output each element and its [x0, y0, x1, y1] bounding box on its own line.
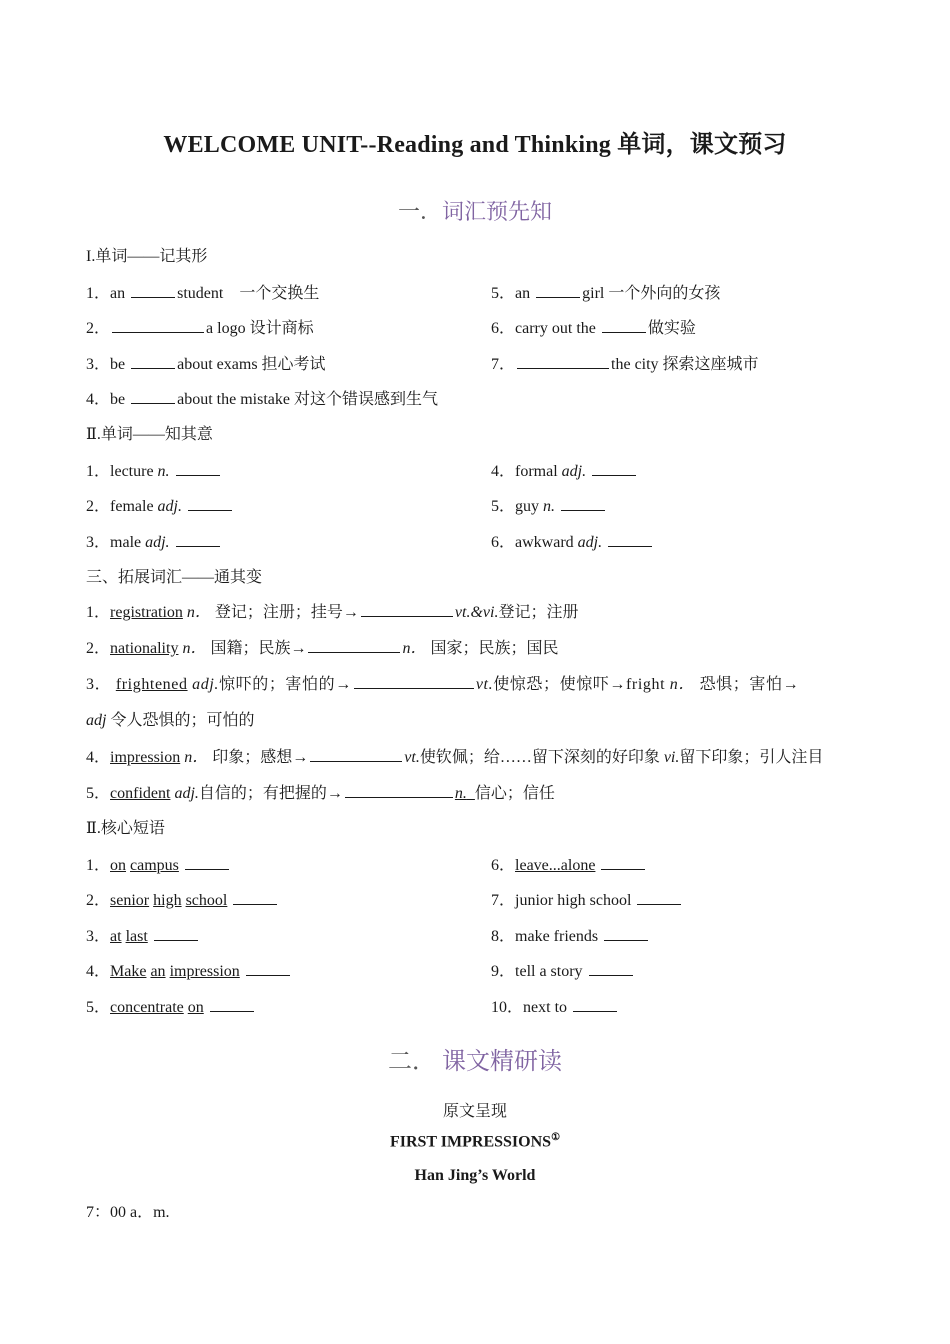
answer-blank [154, 926, 198, 941]
phrase-item [86, 997, 256, 1018]
phrase-word: junior high school [515, 892, 632, 909]
part-heading: Ⅱ.单词——知其意 [86, 426, 213, 443]
phrase-item [86, 926, 200, 947]
answer-blank [345, 783, 453, 798]
part-heading: Ⅱ.核心短语 [86, 820, 165, 837]
answer-blank [517, 354, 609, 369]
text-heading: FIRST IMPRESSIONS① [389, 1132, 561, 1151]
list-item: 2． a logo 设计商标 [86, 320, 314, 337]
list-item: 6．carry out the 做实验 [491, 320, 696, 337]
list-item: 3． frightened adj.惊吓的；害怕的→ vt.使惊恐；使惊吓→fright n． 恐惧；害怕→ [86, 676, 800, 693]
answer-blank [561, 496, 605, 511]
answer-blank [361, 602, 453, 617]
item-number: 8． [491, 928, 516, 945]
answer-blank [176, 532, 220, 547]
answer-blank [131, 354, 175, 369]
section-number: 二． [388, 1049, 436, 1075]
list-item: 5．an girl 一个外向的女孩 [491, 285, 721, 302]
answer-blank [131, 389, 175, 404]
list-item: 2．female adj. [86, 496, 234, 517]
list-item: 4．impression n． 印象；感想→ vt.使钦佩；给……留下深刻的好印象 vi.留下印象；引人注目 [86, 749, 824, 766]
section-label: 词汇预先知 [442, 199, 553, 224]
phrase-item [86, 890, 279, 911]
phrase-word: school [185, 892, 228, 909]
answer-blank [592, 461, 636, 476]
phrase-word: an [150, 963, 166, 980]
answer-blank [131, 283, 175, 298]
answer-blank [602, 318, 646, 333]
item-number: 7． [491, 892, 516, 909]
phrase-word: on [187, 999, 204, 1016]
answer-blank [601, 855, 645, 870]
answer-blank [608, 532, 652, 547]
section-label: 课文精研读 [442, 1049, 562, 1075]
list-item: 5．guy n. [491, 496, 607, 517]
item-number: 5． [86, 999, 111, 1016]
phrase-word: campus [130, 857, 179, 874]
answer-blank [246, 961, 290, 976]
list-item: 6．awkward adj. [491, 532, 654, 553]
item-number: 9． [491, 963, 516, 980]
phrase-item [491, 855, 647, 876]
phrase-item [491, 926, 650, 947]
item-number: 2． [86, 892, 111, 909]
list-item: 1．lecture n. [86, 461, 222, 482]
answer-blank [308, 638, 400, 653]
footnote-marker: ① [551, 1132, 561, 1143]
phrase-item [491, 961, 635, 982]
item-number: 3． [86, 928, 111, 945]
answer-blank [188, 496, 232, 511]
list-item: 4．be about the mistake 对这个错误感到生气 [86, 391, 438, 408]
text-subheading: Han Jing’s World [414, 1167, 536, 1184]
item-number: 4． [86, 963, 111, 980]
list-item: 1．registration n． 登记；注册；挂号→ vt.&vi.登记；注册 [86, 604, 579, 621]
phrase-item [86, 855, 231, 876]
phrase-word: last [125, 928, 148, 945]
phrase-word: at [110, 928, 122, 945]
phrase-word: on [110, 857, 127, 874]
answer-blank [310, 747, 402, 762]
list-item: 3．male adj. [86, 532, 222, 553]
list-item: 4．formal adj. [491, 461, 638, 482]
answer-blank [185, 855, 229, 870]
phrase-item [491, 997, 619, 1018]
phrase-word: leave...alone [515, 857, 596, 874]
phrase-item [491, 890, 683, 911]
item-number: 10． [491, 999, 524, 1016]
answer-blank [637, 890, 681, 905]
phrase-word: make friends [515, 928, 599, 945]
section-heading-reading [0, 1041, 950, 1076]
text-intro: 原文呈现 [442, 1103, 507, 1120]
item-number: 6． [491, 857, 516, 874]
list-item: 5．confident adj.自信的；有把握的→ n. 信心；信任 [86, 785, 555, 802]
phrase-word: Make [110, 963, 147, 980]
answer-blank [210, 997, 254, 1012]
list-item: 1．an student 一个交换生 [86, 285, 320, 302]
answer-blank [176, 461, 220, 476]
part-heading: I.单词——记其形 [86, 248, 208, 265]
item-number: 1． [86, 857, 111, 874]
part-heading: 三、拓展词汇——通其变 [86, 569, 263, 586]
phrase-item [86, 961, 292, 982]
list-item: 3．be about exams 担心考试 [86, 356, 326, 373]
section-heading-vocabulary [0, 195, 950, 226]
phrase-word: concentrate [110, 999, 184, 1016]
section-number: 一． [397, 199, 442, 224]
phrase-word: senior [110, 892, 150, 909]
list-item: 2．nationality n． 国籍；民族→ n． 国家；民族；国民 [86, 640, 559, 657]
list-item: 7． the city 探索这座城市 [491, 356, 759, 373]
answer-blank [112, 318, 204, 333]
answer-blank [354, 674, 474, 689]
phrase-word: impression [169, 963, 240, 980]
answer-blank [536, 283, 580, 298]
answer-blank [604, 926, 648, 941]
answer-blank [233, 890, 277, 905]
phrase-word: next to [523, 999, 568, 1016]
page-title: WELCOME UNIT--Reading and Thinking 单词，课文预习 [163, 132, 787, 158]
answer-blank [573, 997, 617, 1012]
list-item-continuation: adj 令人恐惧的；可怕的 [86, 712, 255, 729]
answer-blank [589, 961, 633, 976]
text-time: 7：00 a．m. [86, 1204, 170, 1221]
phrase-word: tell a story [515, 963, 583, 980]
phrase-word: high [153, 892, 182, 909]
